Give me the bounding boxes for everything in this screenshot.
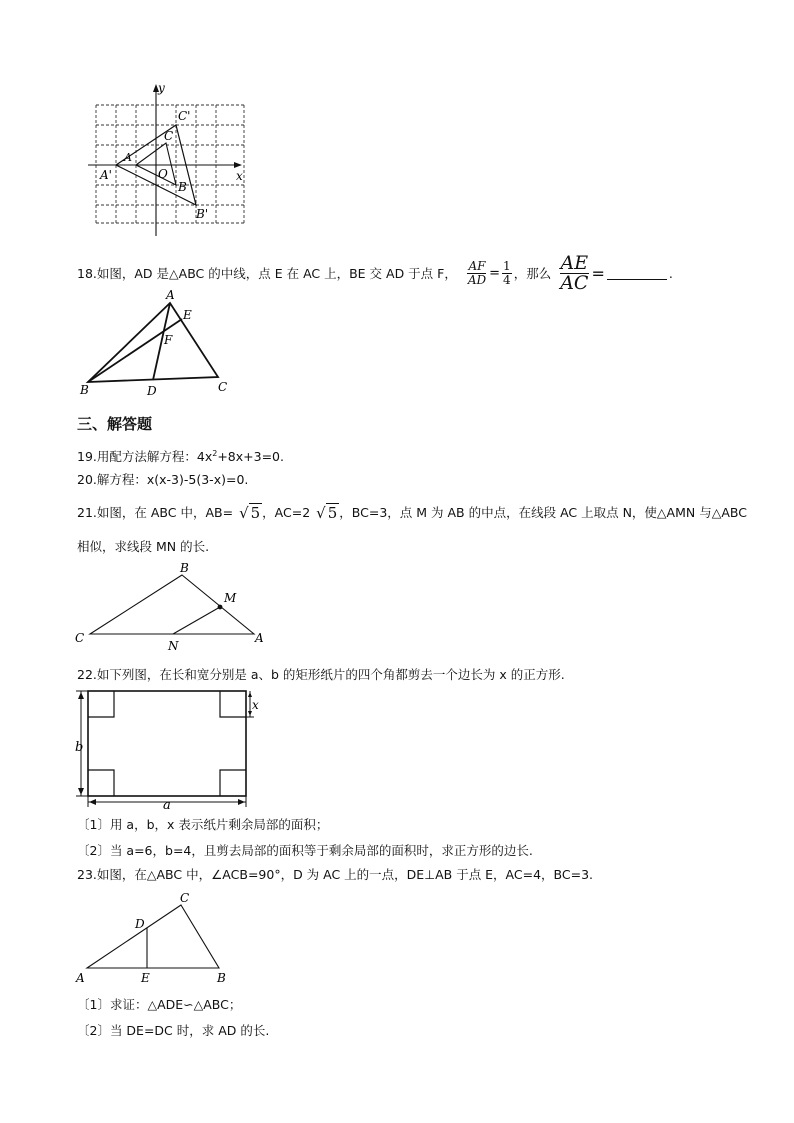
q22-corner-bl	[88, 770, 114, 796]
q23-sub2: 〔2〕当 DE=DC 时，求 AD 的长.	[77, 1023, 270, 1038]
q21-label-m: M	[224, 591, 237, 605]
q21-question-line1	[77, 505, 747, 521]
q22-rectangle-figure	[72, 685, 268, 810]
q19-suffix: +8x+3=0.	[217, 449, 284, 465]
q18-frac1-num: AF	[468, 259, 486, 273]
q18-quarter-den: 4	[503, 273, 511, 287]
q21-part2: ，AC=2	[262, 505, 311, 520]
q18-text-before: 18.如图，AD 是△ABC 的中线，点 E 在 AC 上，BE 交 AD 于点 F，	[77, 265, 457, 281]
q21-label-c: C	[75, 631, 85, 645]
q21-question-line2: 相似，求线段 MN 的长.	[77, 539, 210, 554]
q22-question: 22.如下列图，在长和宽分别是 a、b 的矩形纸片的四个角都剪去一个边长为 x 的正方形.	[77, 667, 565, 682]
q18-frac2-num: AE	[560, 252, 589, 274]
q18-quarter-num: 1	[503, 259, 511, 273]
q22-label-b: b	[75, 740, 84, 755]
q21-point-m	[218, 605, 223, 610]
q19-exponent: 2	[212, 449, 218, 458]
q23-triangle-figure	[72, 890, 242, 988]
q17-label-o: O	[158, 167, 168, 181]
q21-label-a: A	[255, 631, 264, 645]
q18-label-e: E	[183, 308, 192, 322]
q21-part1: 21.如图，在 ABC 中，AB=	[77, 505, 234, 520]
q18-label-f: F	[164, 333, 173, 347]
q18-fraction-ae-ac	[559, 254, 589, 293]
q17-coordinate-figure	[84, 78, 254, 238]
q17-label-y: y	[158, 81, 165, 95]
q22-corner-br	[220, 770, 246, 796]
q22-label-a: a	[163, 798, 171, 810]
q21-sqrt1-radicand: 5	[250, 504, 261, 522]
q21-label-n: N	[168, 639, 179, 653]
q21-sqrt1: √ 5	[239, 504, 261, 522]
q18-label-a: A	[166, 288, 175, 302]
q21-triangle-figure	[72, 560, 272, 654]
q17-label-b: B	[178, 180, 187, 194]
q18-frac1-den: AD	[467, 273, 487, 287]
q18-end: .	[668, 265, 673, 281]
q21-segment-mn	[173, 607, 220, 634]
section-heading: 三、解答题	[77, 415, 153, 433]
q19-prefix: 19.用配方法解方程：4x	[77, 449, 213, 465]
q18-triangle-abc	[88, 303, 218, 382]
q17-x-arrow	[234, 162, 242, 168]
q21-part3: ，BC=3，点 M 为 AB 的中点，在线段 AC 上取点 N，使△AMN 与△ABC	[339, 505, 747, 520]
q18-text-middle: ，那么	[513, 265, 552, 281]
q18-equals: =	[591, 263, 605, 283]
q22-corner-tr	[220, 691, 246, 717]
q17-label-b-prime: B'	[196, 207, 209, 221]
q17-label-a: A	[124, 151, 132, 164]
q18-triangle-figure	[76, 285, 236, 397]
q18-line-be	[88, 319, 182, 382]
q18-fraction-quarter	[502, 260, 512, 287]
q17-label-a-prime: A'	[100, 168, 112, 182]
q23-label-c: C	[180, 891, 190, 905]
q21-label-b: B	[180, 561, 189, 575]
q22-rectangle	[88, 691, 246, 796]
q22-sub2: 〔2〕当 a=6，b=4，且剪去局部的面积等于剩余局部的面积时，求正方形的边长.	[77, 843, 533, 858]
q22-corner-tl	[88, 691, 114, 717]
q23-sub1: 〔1〕求证：△ADE∽△ABC；	[77, 997, 242, 1012]
q18-label-b: B	[80, 383, 89, 397]
q18-label-d: D	[147, 384, 157, 397]
q23-question: 23.如图，在△ABC 中，∠ACB=90°，D 为 AC 上的一点，DE⊥AB 于点 E，AC=4，BC=3.	[77, 867, 594, 882]
q23-label-b: B	[217, 971, 226, 985]
q23-label-d: D	[135, 917, 145, 931]
q17-label-c-prime: C'	[178, 109, 191, 123]
q18-answer-blank[interactable]	[607, 267, 667, 280]
q23-label-e: E	[141, 971, 150, 985]
q18-label-c: C	[218, 380, 228, 394]
q18-equals-quarter: =	[489, 265, 501, 281]
q23-label-a: A	[76, 971, 85, 985]
q21-sqrt2: √ 5	[316, 504, 338, 522]
q17-label-c: C	[164, 129, 174, 143]
q20-question: 20.解方程：x(x-3)-5(3-x)=0.	[77, 472, 249, 487]
q23-triangle-abc	[87, 905, 219, 968]
q22-label-x: x	[252, 698, 259, 712]
q21-sqrt2-radicand: 5	[327, 504, 338, 522]
q18-fraction-af-ad	[467, 260, 487, 287]
q18-frac2-den: AC	[560, 272, 589, 294]
q17-label-x: x	[236, 169, 243, 183]
q22-sub1: 〔1〕用 a，b，x 表示纸片剩余局部的面积；	[77, 817, 329, 832]
q19-question	[77, 446, 284, 465]
